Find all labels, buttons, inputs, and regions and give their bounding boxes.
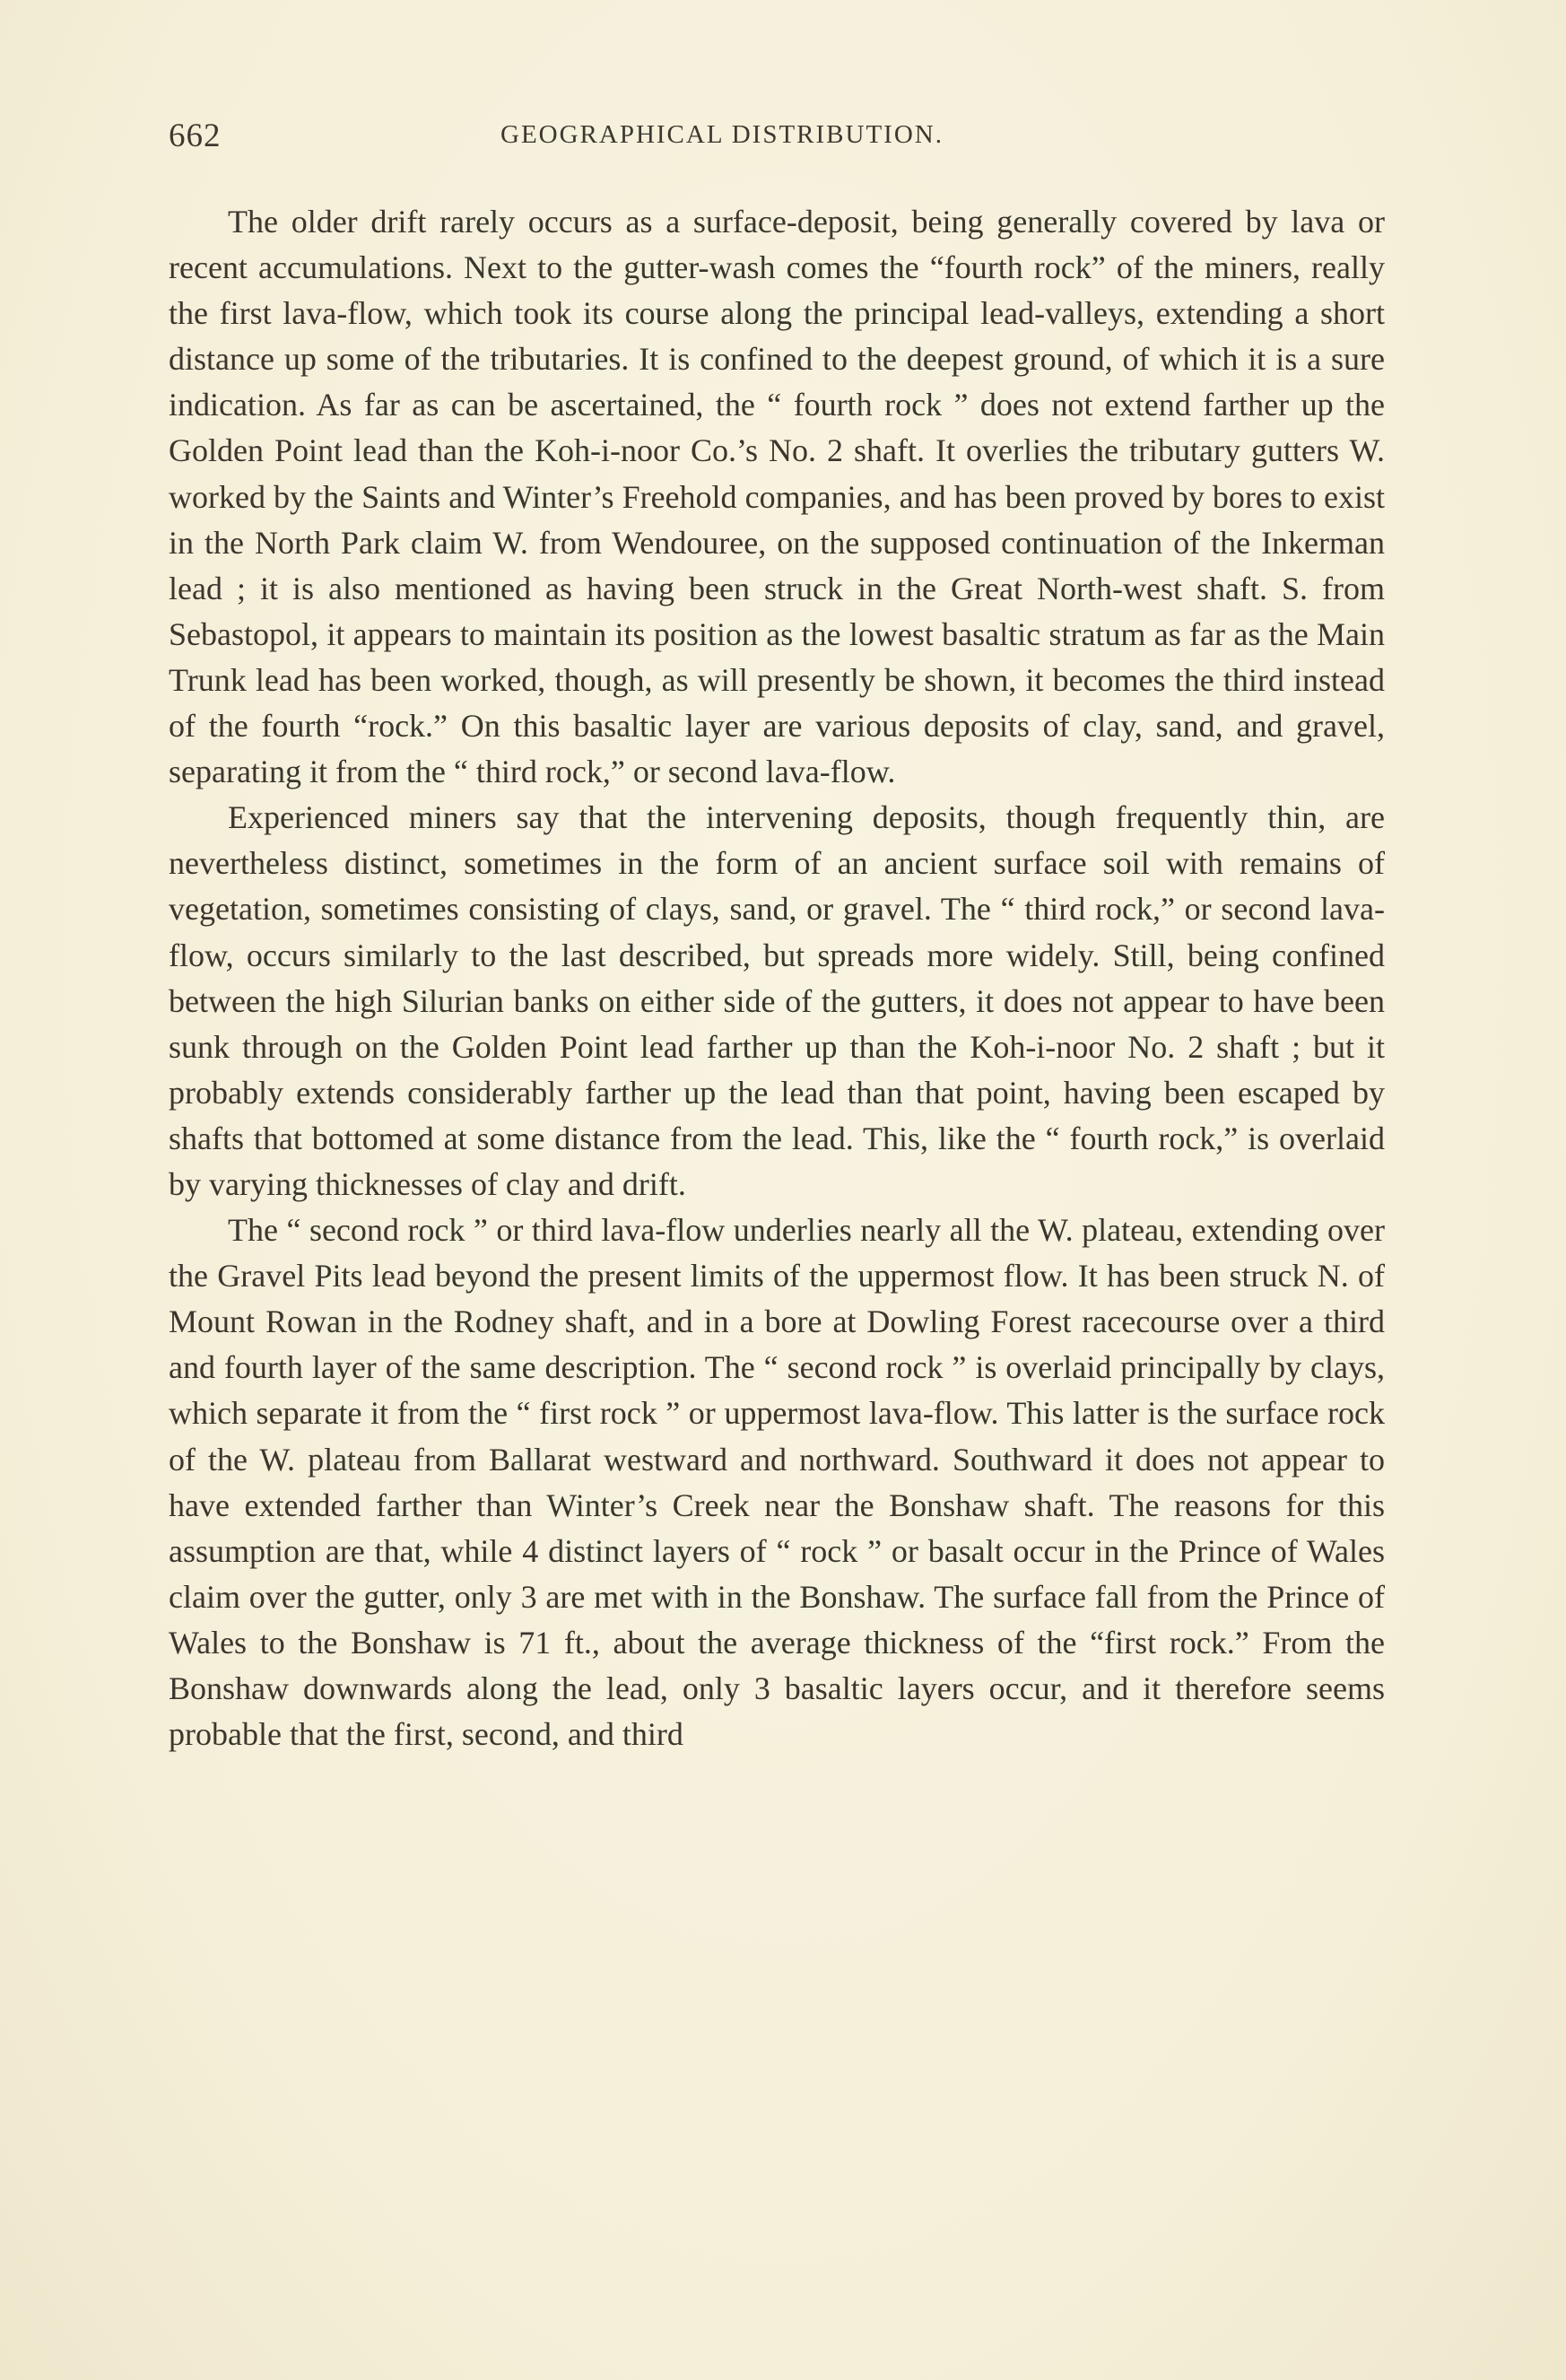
body-text <box>169 199 1385 1757</box>
paragraph: The older drift rarely occurs as a surface-deposit, being generally covered by lava or recent accumulations. Next to the gutter-wash comes the “fourth rock” of the miners, really the first lava-flow, which took its course along the principal lead-valleys, extending a short distance up some of the tributaries. It is confined to the deepest ground, of which it is a sure indication. As far as can be ascertained, the “ fourth rock ” does not extend farther up the Golden Point lead than the Koh-i-noor Co.’s No. 2 shaft. It overlies the tributary gutters W. worked by the Saints and Winter’s Freehold companies, and has been proved by bores to exist in the North Park claim W. from Wendouree, on the supposed continuation of the Inkerman lead ; it is also mentioned as having been struck in the Great North-west shaft. S. from Sebastopol, it appears to maintain its position as the lowest basaltic stratum as far as the Main Trunk lead has been worked, though, as will presently be shown, it becomes the third instead of the fourth “rock.” On this basaltic layer are various deposits of clay, sand, and gravel, separating it from the “ third rock,” or second lava-flow. <box>169 204 1385 790</box>
running-title: GEOGRAPHICAL DISTRIBUTION. <box>500 120 944 149</box>
paragraph: Experienced miners say that the intervening deposits, though frequently thin, are nevertheless distinct, sometimes in the form of an ancient surface soil with remains of vegetation, sometimes consisting of clays, sand, or gravel. The “ third rock,” or second lava-flow, occurs similarly to the last described, but spreads more widely. Still, being confined between the high Silurian banks on either side of the gutters, it does not appear to have been sunk through on the Golden Point lead farther up than the Koh-i-noor No. 2 shaft ; but it probably extends considerably farther up the lead than that point, having been escaped by shafts that bottomed at some distance from the lead. This, like the “ fourth rock,” is overlaid by varying thicknesses of clay and drift. <box>169 799 1385 1202</box>
paragraph: The “ second rock ” or third lava-flow underlies nearly all the W. plateau, extending over the Gravel Pits lead beyond the present limits of the uppermost flow. It has been struck N. of Mount Rowan in the Rodney shaft, and in a bore at Dowling Forest racecourse over a third and fourth layer of the same description. The “ second rock ” is overlaid principally by clays, which separate it from the “ first rock ” or uppermost lava-flow. This latter is the surface rock of the W. plateau from Ballarat westward and northward. Southward it does not appear to have extended farther than Winter’s Creek near the Bonshaw shaft. The reasons for this assumption are that, while 4 distinct layers of “ rock ” or basalt occur in the Prince of Wales claim over the gutter, only 3 are met with in the Bonshaw. The surface fall from the Prince of Wales to the Bonshaw is 71 ft., about the average thickness of the “first rock.” From the Bonshaw downwards along the lead, only 3 basaltic layers occur, and it therefore seems probable that the first, second, and third <box>169 1212 1385 1753</box>
page-header <box>169 117 1397 167</box>
page-number: 662 <box>169 118 222 154</box>
